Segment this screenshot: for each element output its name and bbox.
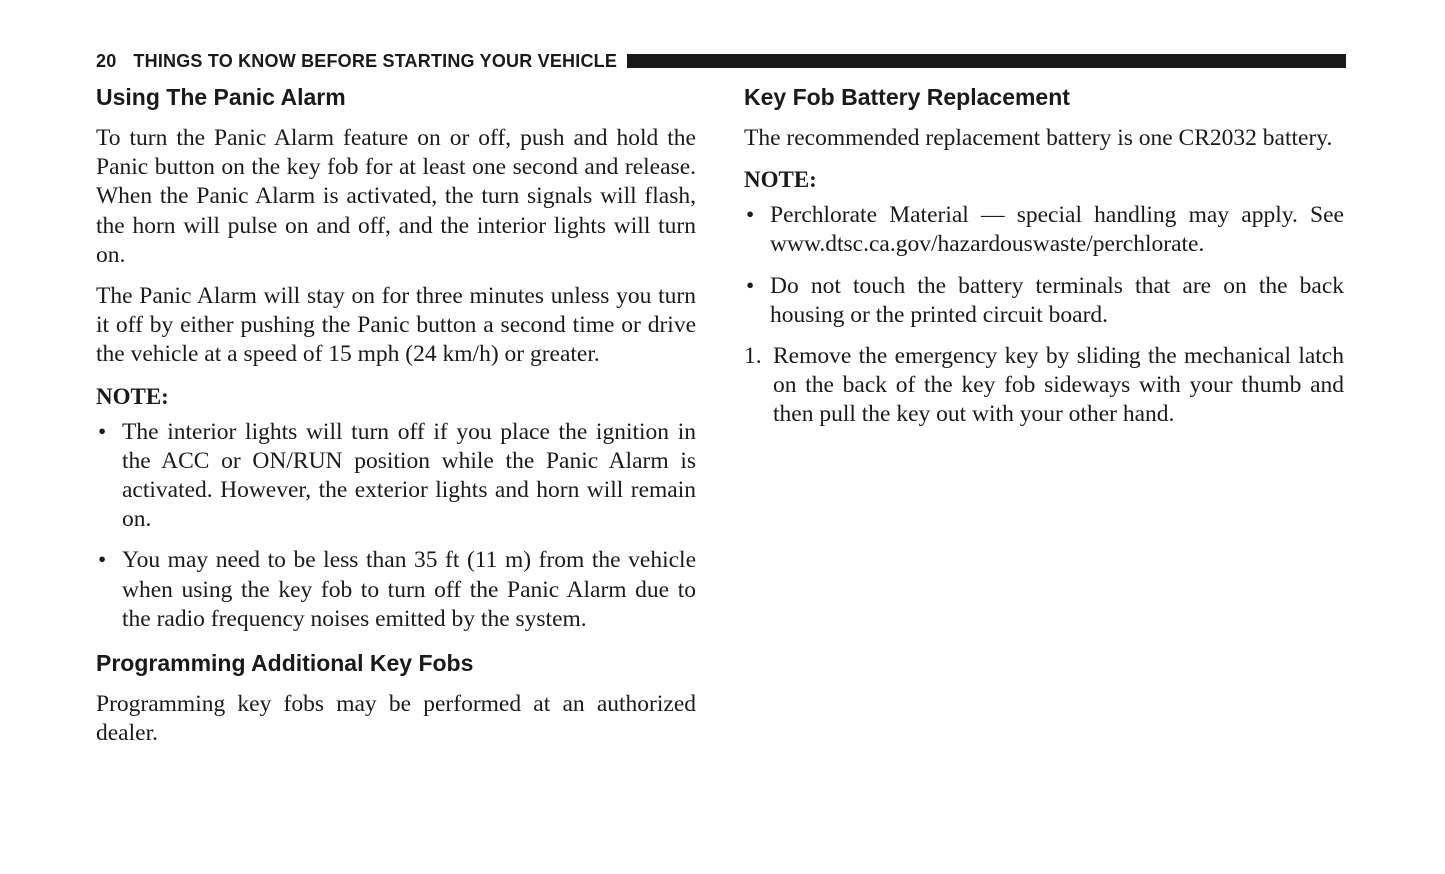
step-item — [744, 342, 1344, 430]
right-column — [744, 82, 1344, 430]
list-item: • Perchlorate Material — special handling may apply. See www.dtsc.ca.gov/hazardouswaste/perchlorate. — [744, 201, 1344, 259]
battery-replacement-heading: Key Fob Battery Replacement — [744, 84, 1070, 110]
panic-alarm-notes — [96, 418, 696, 634]
page-number: 20 — [96, 50, 117, 71]
programming-paragraph: Programming key fobs may be performed at an authorized dealer. — [96, 691, 696, 747]
programming-heading: Programming Additional Key Fobs — [96, 650, 474, 677]
panic-alarm-paragraph-1: To turn the Panic Alarm feature on or off, push and hold the Panic button on the key fob for at least one second and release. When the Panic Alarm is activated, the turn signals will flash, the horn will pulse on and off, and the interior lights will turn on. — [96, 125, 696, 268]
list-item: • You may need to be less than 35 ft (11 m) from the vehicle when using the key fob to turn off the Panic Alarm due to the radio frequency noises emitted by the system. — [96, 546, 696, 634]
battery-steps — [744, 342, 1344, 430]
battery-replacement-section — [744, 82, 1344, 430]
panic-alarm-heading: Using The Panic Alarm — [96, 84, 346, 110]
page-header — [96, 50, 1346, 72]
panic-alarm-paragraph-2: The Panic Alarm will stay on for three minutes unless you turn it off by either pushing the Panic button a second time or drive the vehicle at a speed of 15 mph (24 km/h) or greater. — [96, 283, 696, 368]
battery-paragraph: The recommended replacement battery is one CR2032 battery. — [744, 125, 1333, 151]
step-number: 1. — [744, 343, 762, 370]
left-column — [96, 82, 696, 748]
list-item: • Do not touch the battery terminals that are on the back housing or the printed circuit board. — [744, 272, 1344, 330]
header-rule — [627, 54, 1346, 68]
list-item: • The interior lights will turn off if you place the ignition in the ACC or ON/RUN position while the Panic Alarm is activated. However, the exterior lights and horn will remain on. — [96, 418, 696, 535]
programming-section — [96, 648, 696, 748]
panic-alarm-section — [96, 82, 696, 634]
note-label: NOTE: — [744, 167, 817, 193]
note-label: NOTE: — [96, 383, 169, 409]
chapter-title: THINGS TO KNOW BEFORE STARTING YOUR VEHICLE — [133, 50, 618, 71]
step-text: Remove the emergency key by sliding the mechanical latch on the back of the key fob sideways with your thumb and then pull the key out with your other hand. — [773, 343, 1344, 428]
battery-notes — [744, 201, 1344, 330]
